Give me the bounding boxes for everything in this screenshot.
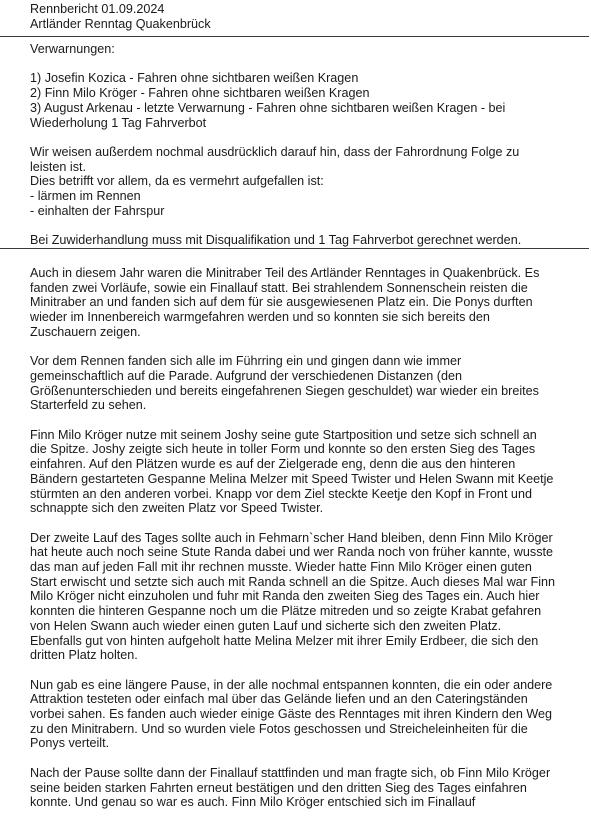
warning-item: 2) Finn Milo Kröger - Fahren ohne sichtbaren weißen Kragen	[30, 86, 370, 101]
race-report	[30, 266, 555, 825]
event-title: Artländer Renntag Quakenbrück	[30, 17, 211, 31]
notice-item: - einhalten der Fahrspur	[30, 203, 165, 218]
report-paragraph: Nach der Pause sollte dann der Finallauf stattfinden und man fragte sich, ob Finn Milo Kröger seine beiden starken Fahrten erneut bestätigen und den dritten Sieg des Tages einfahren konnte. Und genau so war es auch. Finn Milo Kröger entschied sich im Finallauf	[30, 765, 551, 810]
notice-block	[30, 145, 555, 219]
report-paragraph: Nun gab es eine längere Pause, in der alle nochmal entspannen konnten, die ein oder andere Attraktion testeten oder einfach mal über das Gelände liefen und an den Cateringständen vorbei sahen. Es fanden auch wieder einige Gäste des Renntages mit ihren Kindern den Weg zu den Minitrabern. Und so wurden viele Fotos geschossen und Streicheleinheiten für die Ponys verteilt.	[30, 677, 553, 751]
report-date-title: Rennbericht 01.09.2024	[30, 2, 165, 16]
warning-item: 1) Josefin Kozica - Fahren ohne sichtbaren weißen Kragen	[30, 71, 359, 86]
penalty-text: Bei Zuwiderhandlung muss mit Disqualifikation und 1 Tag Fahrverbot gerechnet werden.	[30, 233, 522, 248]
report-paragraph: Vor dem Rennen fanden sich alle im Führring ein und gingen dann wie immer gemeinschaftlich auf die Parade. Aufgrund der verschiedenen Distanzen (den Größenunterschieden und bereits eingefahrenen Siegen geschuldet) war wieder ein breites Starterfeld zu sehen.	[30, 354, 539, 413]
report-paragraph: Der zweite Lauf des Tages sollte auch in Fehmarn`scher Hand bleiben, denn Finn Milo Kröger hat heute auch noch seine Stute Randa dabei und wer Randa noch von früher kannte, wusste das man auf jeden Fall mit ihr rechnen musste. Wieder hatte Finn Milo Kröger einen guten Start erwischt und setzte sich auch mit Randa schnell an die Spitze. Auch dieses Mal war Finn Milo Kröger nicht einzuholen und fuhr mit Randa den zweiten Sieg des Tages ein. Auch hier konnten die hinteren Gespanne noch um die Plätze mitreden und so zeigte Krabat gefahren von Helen Swann auch wieder einen guten Lauf und sicherte sich den zweiten Platz. Ebenfalls gut von hinten aufgeholt hatte Melina Melzer mit ihrer Emily Erdbeer, die sich den dritten Platz holten.	[30, 530, 555, 663]
report-paragraph: Auch in diesem Jahr waren die Minitraber Teil des Artländer Renntages in Quakenbrück. Es fanden zwei Vorläufe, sowie ein Finallauf statt. Bei strahlendem Sonnenschein reisten die Minitraber an und fanden sich auf dem für sie ausgewiesenen Platz ein. Die Ponys durften wieder im Innenbereich warmgefahren werden und so konnten sie sich bereits den Zuschauern zeigen.	[30, 266, 540, 339]
divider-top	[0, 36, 589, 37]
warnings-list	[30, 71, 555, 130]
warning-item: 3) August Arkenau - letzte Verwarnung - Fahren ohne sichtbaren weißen Kragen - bei Wiederholung 1 Tag Fahrverbot	[30, 100, 506, 130]
notice-item: - lärmen im Rennen	[30, 189, 141, 203]
notice-intro: Dies betrifft vor allem, da es vermehrt aufgefallen ist:	[30, 174, 324, 189]
warnings-title: Verwarnungen:	[30, 42, 115, 56]
warnings-section	[30, 42, 555, 262]
notice-text: Wir weisen außerdem nochmal ausdrücklich darauf hin, dass der Fahrordnung Folge zu leisten ist.	[30, 144, 520, 174]
divider-middle	[0, 248, 589, 249]
report-paragraph: Finn Milo Kröger nutze mit seinem Joshy seine gute Startposition und setze sich schnell an die Spitze. Joshy zeigte sich heute in toller Form und konnte so den ersten Sieg des Tages einfahren. Auf den Plätzen wurde es auf der Zielgerade eng, denn die aus den hinteren Bändern gestarteten Gespanne Melina Melzer mit Speed Twister und Helen Swann mit Keetje stürmten an den anderen vorbei. Knapp vor dem Ziel steckte Keetje den Kopf in Front und schnappte sich den zweiten Platz vor Speed Twister.	[30, 427, 554, 516]
report-header	[30, 2, 211, 32]
